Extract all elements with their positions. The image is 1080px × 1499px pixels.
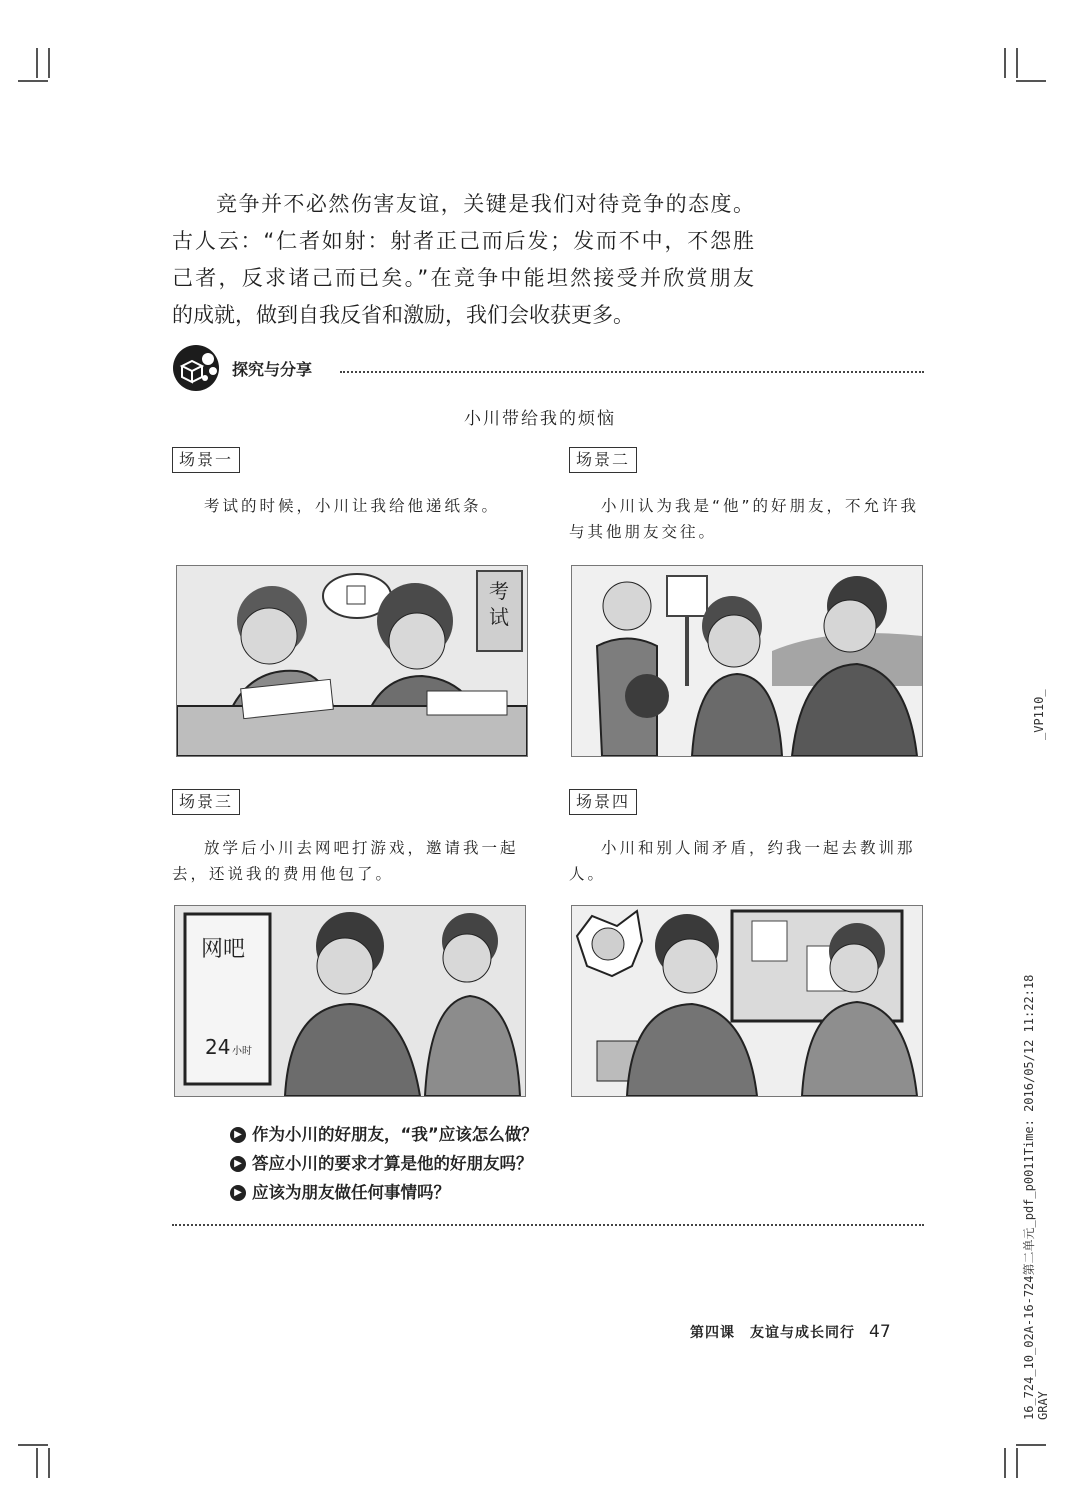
intro-line: 古人云：“仁者如射：射者正己而后发；发而不中，不怨胜 <box>172 229 754 253</box>
question-item <box>230 1178 538 1207</box>
intro-paragraph <box>172 186 754 334</box>
crop-mark <box>1016 1444 1046 1446</box>
page-number: 47 <box>869 1322 891 1342</box>
scene-4-illustration <box>571 905 923 1097</box>
dotted-divider <box>340 371 924 373</box>
question-list <box>230 1120 538 1207</box>
scene-tag: 场景一 <box>172 447 240 473</box>
scene-3-illustration <box>174 905 526 1097</box>
scene-1 <box>172 447 528 519</box>
crop-mark <box>1016 48 1018 78</box>
scene-2 <box>569 447 925 545</box>
question-item <box>230 1149 538 1178</box>
scene-text: 放学后小川去网吧打游戏，邀请我一起去，还说我的费用他包了。 <box>172 839 519 883</box>
crop-mark <box>48 48 50 78</box>
intro-line: 的成就，做到自我反省和激励，我们会收获更多。 <box>172 303 634 327</box>
scene-tag: 场景二 <box>569 447 637 473</box>
scene-art-text: 小时 <box>232 1046 252 1057</box>
intro-line: 竞争并不必然伤害友谊，关键是我们对待竞争的态度。 <box>216 192 754 216</box>
scene-tag: 场景三 <box>172 789 240 815</box>
arrow-bullet-icon: ▶ <box>230 1156 246 1172</box>
question-text: 作为小川的好朋友，“我”应该怎么做？ <box>252 1125 538 1144</box>
crop-mark <box>36 1448 38 1478</box>
scene-art-text: 考 <box>489 579 509 603</box>
print-info: 16_724_10_02A-16-724第二单元_pdf_p0011Time: 2016/05/12 11:22:18 <box>1022 974 1036 1420</box>
crop-mark <box>48 1448 50 1478</box>
crop-mark <box>18 1444 48 1446</box>
crop-mark <box>1004 48 1006 78</box>
question-item <box>230 1120 538 1149</box>
puzzle-cube-icon <box>172 344 220 392</box>
scene-art-text: 24 <box>205 1035 231 1059</box>
scene-tag: 场景四 <box>569 789 637 815</box>
question-text: 应该为朋友做任何事情吗？ <box>252 1183 450 1202</box>
scene-text: 小川认为我是“他”的好朋友，不允许我与其他朋友交往。 <box>569 497 920 541</box>
scene-art-text: 网吧 <box>200 937 246 962</box>
section-label: 探究与分享 <box>232 360 313 379</box>
section-header <box>172 344 924 394</box>
scene-2-illustration <box>571 565 923 757</box>
crop-mark <box>36 48 38 78</box>
scene-1-illustration <box>176 565 528 757</box>
crop-mark <box>1004 1448 1006 1478</box>
scene-art-text: 试 <box>489 605 509 629</box>
scene-4 <box>569 789 925 887</box>
crop-mark <box>1016 1448 1018 1478</box>
dotted-divider <box>172 1224 924 1226</box>
question-text: 答应小川的要求才算是他的好朋友吗？ <box>252 1154 533 1173</box>
scene-text: 考试的时候，小川让我给他递纸条。 <box>204 497 501 515</box>
vp-code: _VP110_ <box>1032 689 1046 740</box>
arrow-bullet-icon: ▶ <box>230 1185 246 1201</box>
crop-mark <box>1016 80 1046 82</box>
scene-3 <box>172 789 528 887</box>
crop-mark <box>18 80 48 82</box>
story-title: 小川带给我的烦恼 <box>464 409 616 429</box>
page-footer <box>690 1322 891 1342</box>
scene-text: 小川和别人闹矛盾，约我一起去教训那人。 <box>569 839 916 883</box>
intro-line: 己者，反求诸己而已矣。”在竞争中能坦然接受并欣赏朋友 <box>172 266 754 290</box>
gray-label: GRAY <box>1036 1391 1050 1420</box>
arrow-bullet-icon: ▶ <box>230 1127 246 1143</box>
lesson-title: 第四课 友谊与成长同行 <box>690 1325 855 1341</box>
